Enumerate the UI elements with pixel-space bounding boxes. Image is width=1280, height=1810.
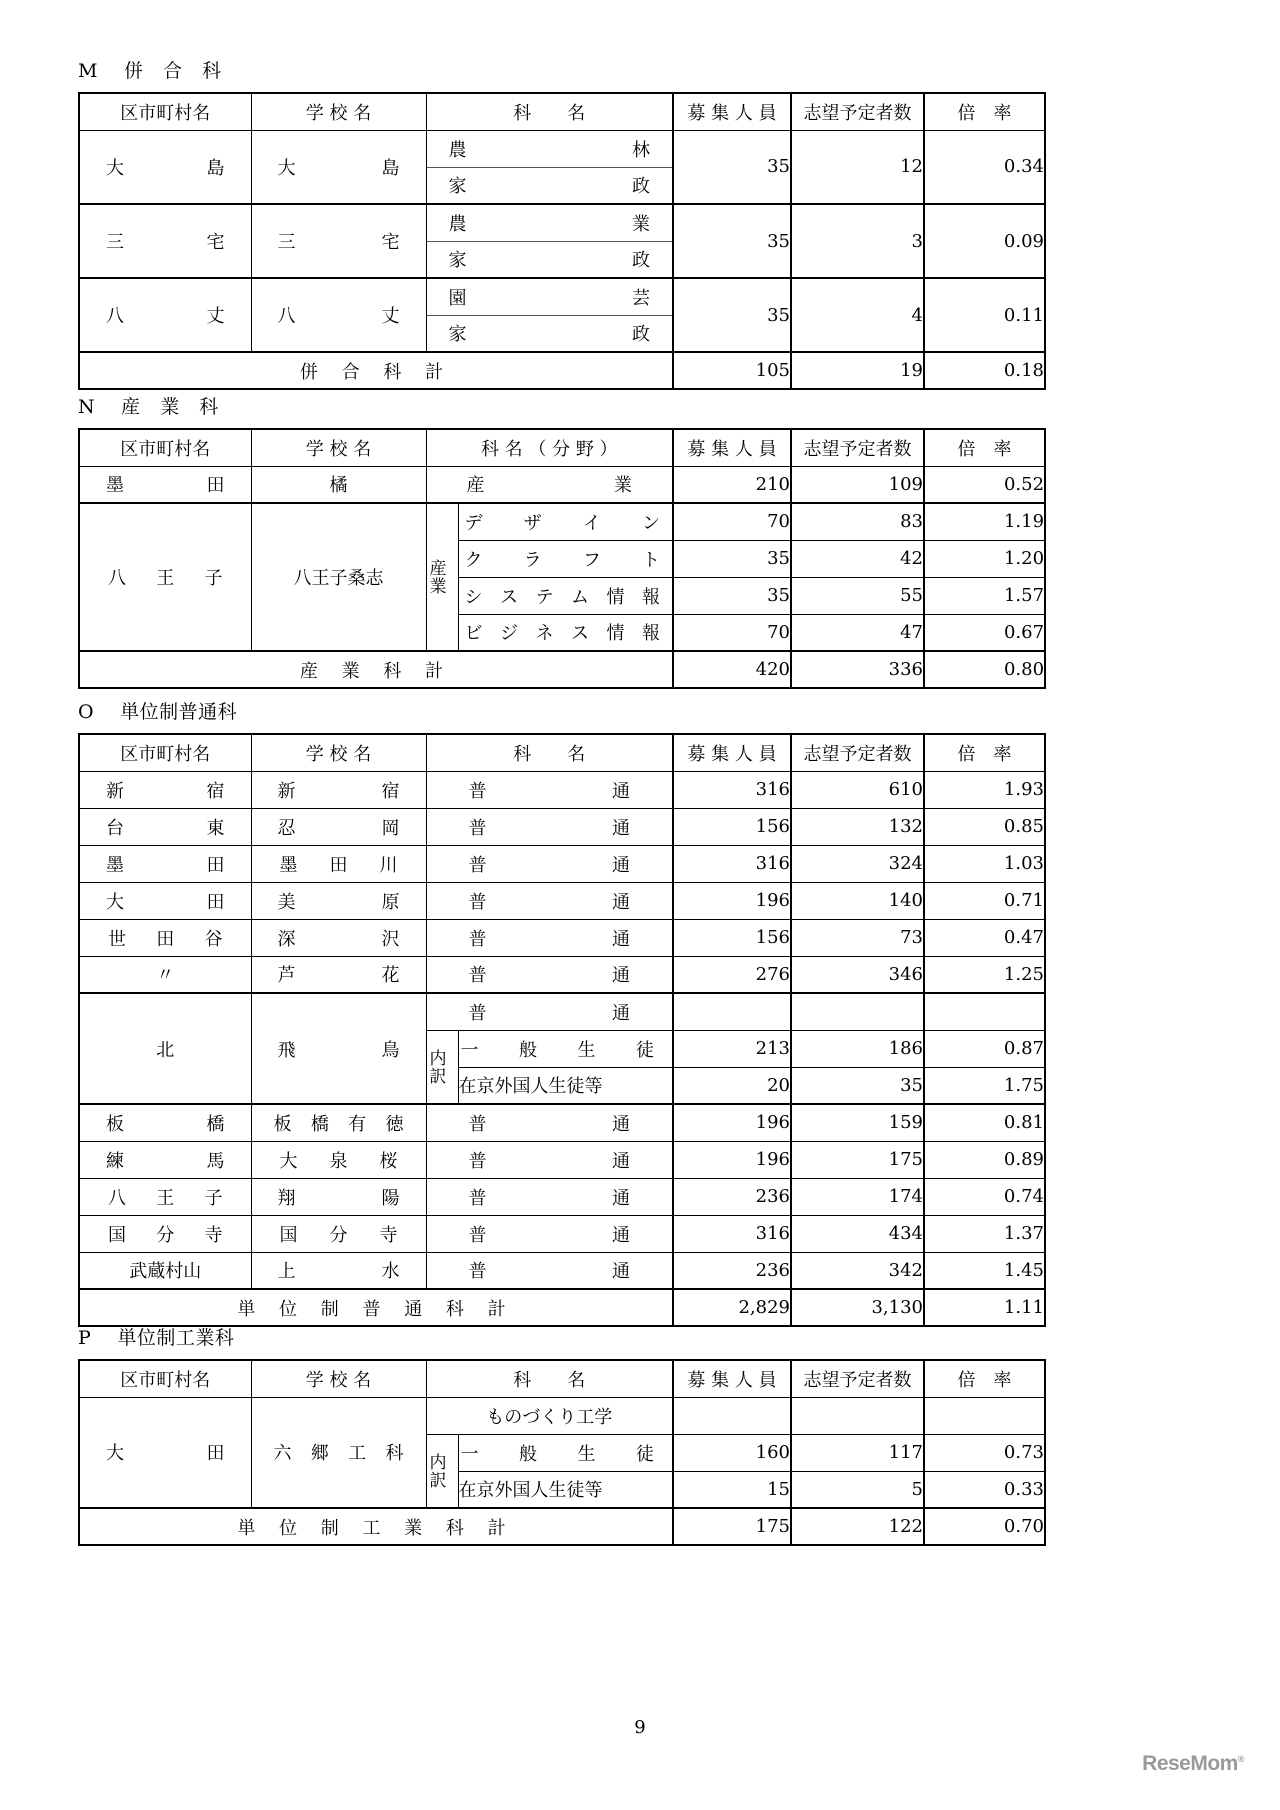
- cell-total-capacity: 420: [673, 651, 791, 688]
- cell-total-applicants: 3,130: [791, 1289, 924, 1326]
- table-row: [79, 1178, 1045, 1215]
- section-p-name: 単位制工業科: [117, 1327, 235, 1349]
- cell-municipality: 北: [79, 993, 251, 1104]
- cell-school: 芦 花: [251, 956, 426, 993]
- cell-municipality: 墨 田: [79, 845, 251, 882]
- cell-ratio: 0.11: [924, 278, 1045, 352]
- cell-applicants: 324: [791, 845, 924, 882]
- cell-applicants: 73: [791, 919, 924, 956]
- section-m-name: 併 合 科: [124, 60, 229, 82]
- table-row: [79, 919, 1045, 956]
- cell-course: 家 政: [426, 167, 673, 204]
- cell-applicants: 159: [791, 1104, 924, 1141]
- header-municipality: 区市町村名: [79, 734, 251, 771]
- cell-capacity: 276: [673, 956, 791, 993]
- cell-capacity: 156: [673, 919, 791, 956]
- cell-capacity: 160: [673, 1434, 791, 1471]
- header-ratio: 倍 率: [924, 734, 1045, 771]
- cell-applicants: 434: [791, 1215, 924, 1252]
- cell-school: 翔 陽: [251, 1178, 426, 1215]
- cell-capacity: 316: [673, 771, 791, 808]
- cell-school: 美 原: [251, 882, 426, 919]
- cell-total-capacity: 2,829: [673, 1289, 791, 1326]
- cell-capacity: 210: [673, 466, 791, 503]
- cell-capacity: 236: [673, 1178, 791, 1215]
- table-row: [79, 278, 1045, 315]
- cell-capacity: 35: [673, 204, 791, 278]
- header-applicants: 志望予定者数: [791, 1360, 924, 1397]
- cell-capacity: 35: [673, 540, 791, 577]
- cell-course: 産 業: [426, 466, 673, 503]
- cell-ratio: 1.45: [924, 1252, 1045, 1289]
- cell-municipality: 国 分 寺: [79, 1215, 251, 1252]
- cell-course: 普 通: [426, 1178, 673, 1215]
- cell-capacity: 70: [673, 614, 791, 651]
- cell-total-label: 産 業 科 計: [79, 651, 673, 688]
- cell-capacity: 316: [673, 845, 791, 882]
- header-capacity: 募 集 人 員: [673, 93, 791, 130]
- cell-field-group: 産業: [426, 503, 458, 651]
- cell-ratio: 0.52: [924, 466, 1045, 503]
- cell-municipality: 大 島: [79, 130, 251, 204]
- cell-capacity: 20: [673, 1067, 791, 1104]
- cell-municipality: 三 宅: [79, 204, 251, 278]
- table-m: [78, 92, 1046, 390]
- cell-ratio: 0.81: [924, 1104, 1045, 1141]
- cell-applicants: 47: [791, 614, 924, 651]
- cell-applicants: 174: [791, 1178, 924, 1215]
- cell-total-ratio: 0.70: [924, 1508, 1045, 1545]
- table-m-header-row: [79, 93, 1045, 130]
- cell-applicants: 4: [791, 278, 924, 352]
- header-applicants: 志望予定者数: [791, 734, 924, 771]
- cell-ratio: 0.89: [924, 1141, 1045, 1178]
- header-school: 学 校 名: [251, 429, 426, 466]
- header-applicants: 志望予定者数: [791, 93, 924, 130]
- header-ratio: 倍 率: [924, 429, 1045, 466]
- cell-municipality: 八 王 子: [79, 503, 251, 651]
- cell-applicants: 42: [791, 540, 924, 577]
- cell-capacity: 35: [673, 577, 791, 614]
- cell-capacity: 196: [673, 882, 791, 919]
- header-school: 学 校 名: [251, 734, 426, 771]
- cell-course: 在京外国人生徒等: [458, 1067, 673, 1104]
- table-row: [79, 845, 1045, 882]
- table-row: [79, 771, 1045, 808]
- cell-ratio: 0.33: [924, 1471, 1045, 1508]
- cell-school: 深 沢: [251, 919, 426, 956]
- cell-ratio: 0.73: [924, 1434, 1045, 1471]
- cell-ratio: 0.34: [924, 130, 1045, 204]
- cell-school: 大 泉 桜: [251, 1141, 426, 1178]
- cell-applicants: 83: [791, 503, 924, 540]
- section-o-letter: O: [78, 701, 98, 723]
- cell-ratio: 0.71: [924, 882, 1045, 919]
- cell-school: 国 分 寺: [251, 1215, 426, 1252]
- cell-applicants: 35: [791, 1067, 924, 1104]
- table-row: [79, 466, 1045, 503]
- header-ratio: 倍 率: [924, 93, 1045, 130]
- table-total-row: [79, 352, 1045, 389]
- section-n: [78, 392, 1045, 689]
- cell-capacity: [673, 993, 791, 1030]
- cell-municipality: 世 田 谷: [79, 919, 251, 956]
- cell-course: 農 業: [426, 204, 673, 241]
- cell-course: 普 通: [426, 882, 673, 919]
- cell-course: 園 芸: [426, 278, 673, 315]
- section-o: [78, 697, 1044, 1327]
- table-n: [78, 428, 1046, 689]
- cell-capacity: 316: [673, 1215, 791, 1252]
- cell-total-applicants: 122: [791, 1508, 924, 1545]
- watermark-text: ReseMom: [1142, 1752, 1238, 1775]
- table-row: [79, 1141, 1045, 1178]
- cell-ratio: 1.25: [924, 956, 1045, 993]
- cell-ratio: 0.47: [924, 919, 1045, 956]
- cell-course: 在京外国人生徒等: [458, 1471, 673, 1508]
- cell-course: ク ラ フ ト: [458, 540, 673, 577]
- cell-capacity: 15: [673, 1471, 791, 1508]
- cell-capacity: 156: [673, 808, 791, 845]
- header-course: 科 名: [426, 93, 673, 130]
- header-school: 学 校 名: [251, 93, 426, 130]
- cell-capacity: [673, 1397, 791, 1434]
- cell-school: 忍 岡: [251, 808, 426, 845]
- cell-capacity: 35: [673, 130, 791, 204]
- cell-total-label: 単 位 制 工 業 科 計: [79, 1508, 673, 1545]
- cell-municipality: 練 馬: [79, 1141, 251, 1178]
- cell-course: ものづくり工学: [426, 1397, 673, 1434]
- cell-ratio: 1.20: [924, 540, 1045, 577]
- section-m-title: [78, 56, 1026, 83]
- section-p: [78, 1323, 1044, 1546]
- cell-capacity: 213: [673, 1030, 791, 1067]
- cell-applicants: 12: [791, 130, 924, 204]
- cell-capacity: 70: [673, 503, 791, 540]
- cell-school: 上 水: [251, 1252, 426, 1289]
- cell-ratio: [924, 993, 1045, 1030]
- section-n-letter: N: [78, 396, 99, 418]
- cell-municipality: 大 田: [79, 882, 251, 919]
- cell-applicants: [791, 993, 924, 1030]
- cell-applicants: 5: [791, 1471, 924, 1508]
- section-m-letter: M: [78, 60, 102, 82]
- cell-ratio: 0.85: [924, 808, 1045, 845]
- cell-course: 家 政: [426, 241, 673, 278]
- cell-ratio: 1.75: [924, 1067, 1045, 1104]
- cell-ratio: 1.57: [924, 577, 1045, 614]
- cell-school: 飛 鳥: [251, 993, 426, 1104]
- cell-total-applicants: 336: [791, 651, 924, 688]
- cell-applicants: 342: [791, 1252, 924, 1289]
- cell-course: デ ザ イ ン: [458, 503, 673, 540]
- cell-capacity: 35: [673, 278, 791, 352]
- cell-municipality: 墨 田: [79, 466, 251, 503]
- table-row: [79, 956, 1045, 993]
- cell-ratio: 1.03: [924, 845, 1045, 882]
- section-p-title: [78, 1323, 1026, 1350]
- cell-breakdown-label: 内訳: [426, 1434, 458, 1508]
- cell-total-label: 単 位 制 普 通 科 計: [79, 1289, 673, 1326]
- cell-ratio: 1.37: [924, 1215, 1045, 1252]
- cell-total-label: 併 合 科 計: [79, 352, 673, 389]
- table-o-header-row: [79, 734, 1045, 771]
- table-row: [79, 1215, 1045, 1252]
- section-n-title: [78, 392, 1026, 419]
- cell-course: 普 通: [426, 993, 673, 1030]
- cell-course: 普 通: [426, 956, 673, 993]
- cell-school: 新 宿: [251, 771, 426, 808]
- cell-capacity: 196: [673, 1141, 791, 1178]
- cell-municipality: 八 王 子: [79, 1178, 251, 1215]
- cell-ratio: 0.87: [924, 1030, 1045, 1067]
- cell-total-ratio: 0.18: [924, 352, 1045, 389]
- cell-school: 板 橋 有 徳: [251, 1104, 426, 1141]
- cell-applicants: 346: [791, 956, 924, 993]
- cell-breakdown-label: 内訳: [426, 1030, 458, 1104]
- header-course: 科 名: [426, 734, 673, 771]
- cell-total-applicants: 19: [791, 352, 924, 389]
- cell-school: 八王子桑志: [251, 503, 426, 651]
- cell-course: シ ス テ ム 情 報: [458, 577, 673, 614]
- cell-municipality: 台 東: [79, 808, 251, 845]
- cell-ratio: 1.19: [924, 503, 1045, 540]
- cell-course: 普 通: [426, 1104, 673, 1141]
- table-p-header-row: [79, 1360, 1045, 1397]
- cell-total-capacity: 105: [673, 352, 791, 389]
- cell-applicants: 186: [791, 1030, 924, 1067]
- cell-school: 三 宅: [251, 204, 426, 278]
- header-capacity: 募 集 人 員: [673, 734, 791, 771]
- cell-ratio: 0.74: [924, 1178, 1045, 1215]
- section-m: [78, 56, 1044, 390]
- section-p-letter: P: [78, 1327, 95, 1349]
- table-total-row: [79, 651, 1045, 688]
- page-number: 9: [634, 1717, 646, 1738]
- section-n-name: 産 業 科: [121, 396, 226, 418]
- cell-course: 普 通: [426, 1215, 673, 1252]
- cell-applicants: 175: [791, 1141, 924, 1178]
- table-row: [79, 1252, 1045, 1289]
- cell-school: 墨 田 川: [251, 845, 426, 882]
- cell-applicants: 140: [791, 882, 924, 919]
- cell-school: 橘: [251, 466, 426, 503]
- cell-applicants: 55: [791, 577, 924, 614]
- cell-applicants: 132: [791, 808, 924, 845]
- section-o-name: 単位制普通科: [120, 701, 238, 723]
- cell-course: 普 通: [426, 808, 673, 845]
- header-municipality: 区市町村名: [79, 93, 251, 130]
- table-row: [79, 130, 1045, 167]
- table-total-row: [79, 1508, 1045, 1545]
- cell-ratio: [924, 1397, 1045, 1434]
- cell-ratio: 0.09: [924, 204, 1045, 278]
- cell-course: 普 通: [426, 1141, 673, 1178]
- table-row: [79, 882, 1045, 919]
- section-o-title: [78, 697, 1026, 724]
- cell-course: 普 通: [426, 845, 673, 882]
- cell-course: 一 般 生 徒: [458, 1434, 673, 1471]
- table-row: [79, 808, 1045, 845]
- header-course-field: 科 名 （ 分 野 ）: [426, 429, 673, 466]
- table-row: [79, 1104, 1045, 1141]
- cell-course: 一 般 生 徒: [458, 1030, 673, 1067]
- cell-school: 八 丈: [251, 278, 426, 352]
- header-applicants: 志望予定者数: [791, 429, 924, 466]
- cell-total-capacity: 175: [673, 1508, 791, 1545]
- header-school: 学 校 名: [251, 1360, 426, 1397]
- cell-total-ratio: 1.11: [924, 1289, 1045, 1326]
- cell-capacity: 196: [673, 1104, 791, 1141]
- cell-municipality: 板 橋: [79, 1104, 251, 1141]
- header-capacity: 募 集 人 員: [673, 429, 791, 466]
- cell-total-ratio: 0.80: [924, 651, 1045, 688]
- table-n-header-row: [79, 429, 1045, 466]
- cell-municipality: 〃: [79, 956, 251, 993]
- table-row: [79, 204, 1045, 241]
- header-municipality: 区市町村名: [79, 429, 251, 466]
- header-ratio: 倍 率: [924, 1360, 1045, 1397]
- cell-course: 普 通: [426, 771, 673, 808]
- cell-school: 大 島: [251, 130, 426, 204]
- cell-course: 普 通: [426, 919, 673, 956]
- cell-applicants: 610: [791, 771, 924, 808]
- cell-ratio: 1.93: [924, 771, 1045, 808]
- cell-ratio: 0.67: [924, 614, 1045, 651]
- header-capacity: 募 集 人 員: [673, 1360, 791, 1397]
- cell-applicants: 3: [791, 204, 924, 278]
- cell-municipality: 大 田: [79, 1397, 251, 1508]
- watermark-tm: ®: [1237, 1754, 1244, 1764]
- cell-course: 家 政: [426, 315, 673, 352]
- watermark-logo: [1142, 1752, 1244, 1776]
- header-municipality: 区市町村名: [79, 1360, 251, 1397]
- header-course: 科 名: [426, 1360, 673, 1397]
- cell-applicants: 109: [791, 466, 924, 503]
- cell-course: 普 通: [426, 1252, 673, 1289]
- table-row: [79, 503, 1045, 540]
- cell-applicants: [791, 1397, 924, 1434]
- table-row: [79, 993, 1045, 1030]
- cell-capacity: 236: [673, 1252, 791, 1289]
- table-total-row: [79, 1289, 1045, 1326]
- table-o: [78, 733, 1046, 1327]
- table-row: [79, 1397, 1045, 1434]
- cell-municipality: 八 丈: [79, 278, 251, 352]
- cell-municipality: 新 宿: [79, 771, 251, 808]
- cell-municipality: 武蔵村山: [79, 1252, 251, 1289]
- cell-applicants: 117: [791, 1434, 924, 1471]
- cell-course: ビ ジ ネ ス 情 報: [458, 614, 673, 651]
- table-p: [78, 1359, 1046, 1546]
- cell-course: 農 林: [426, 130, 673, 167]
- cell-school: 六 郷 工 科: [251, 1397, 426, 1508]
